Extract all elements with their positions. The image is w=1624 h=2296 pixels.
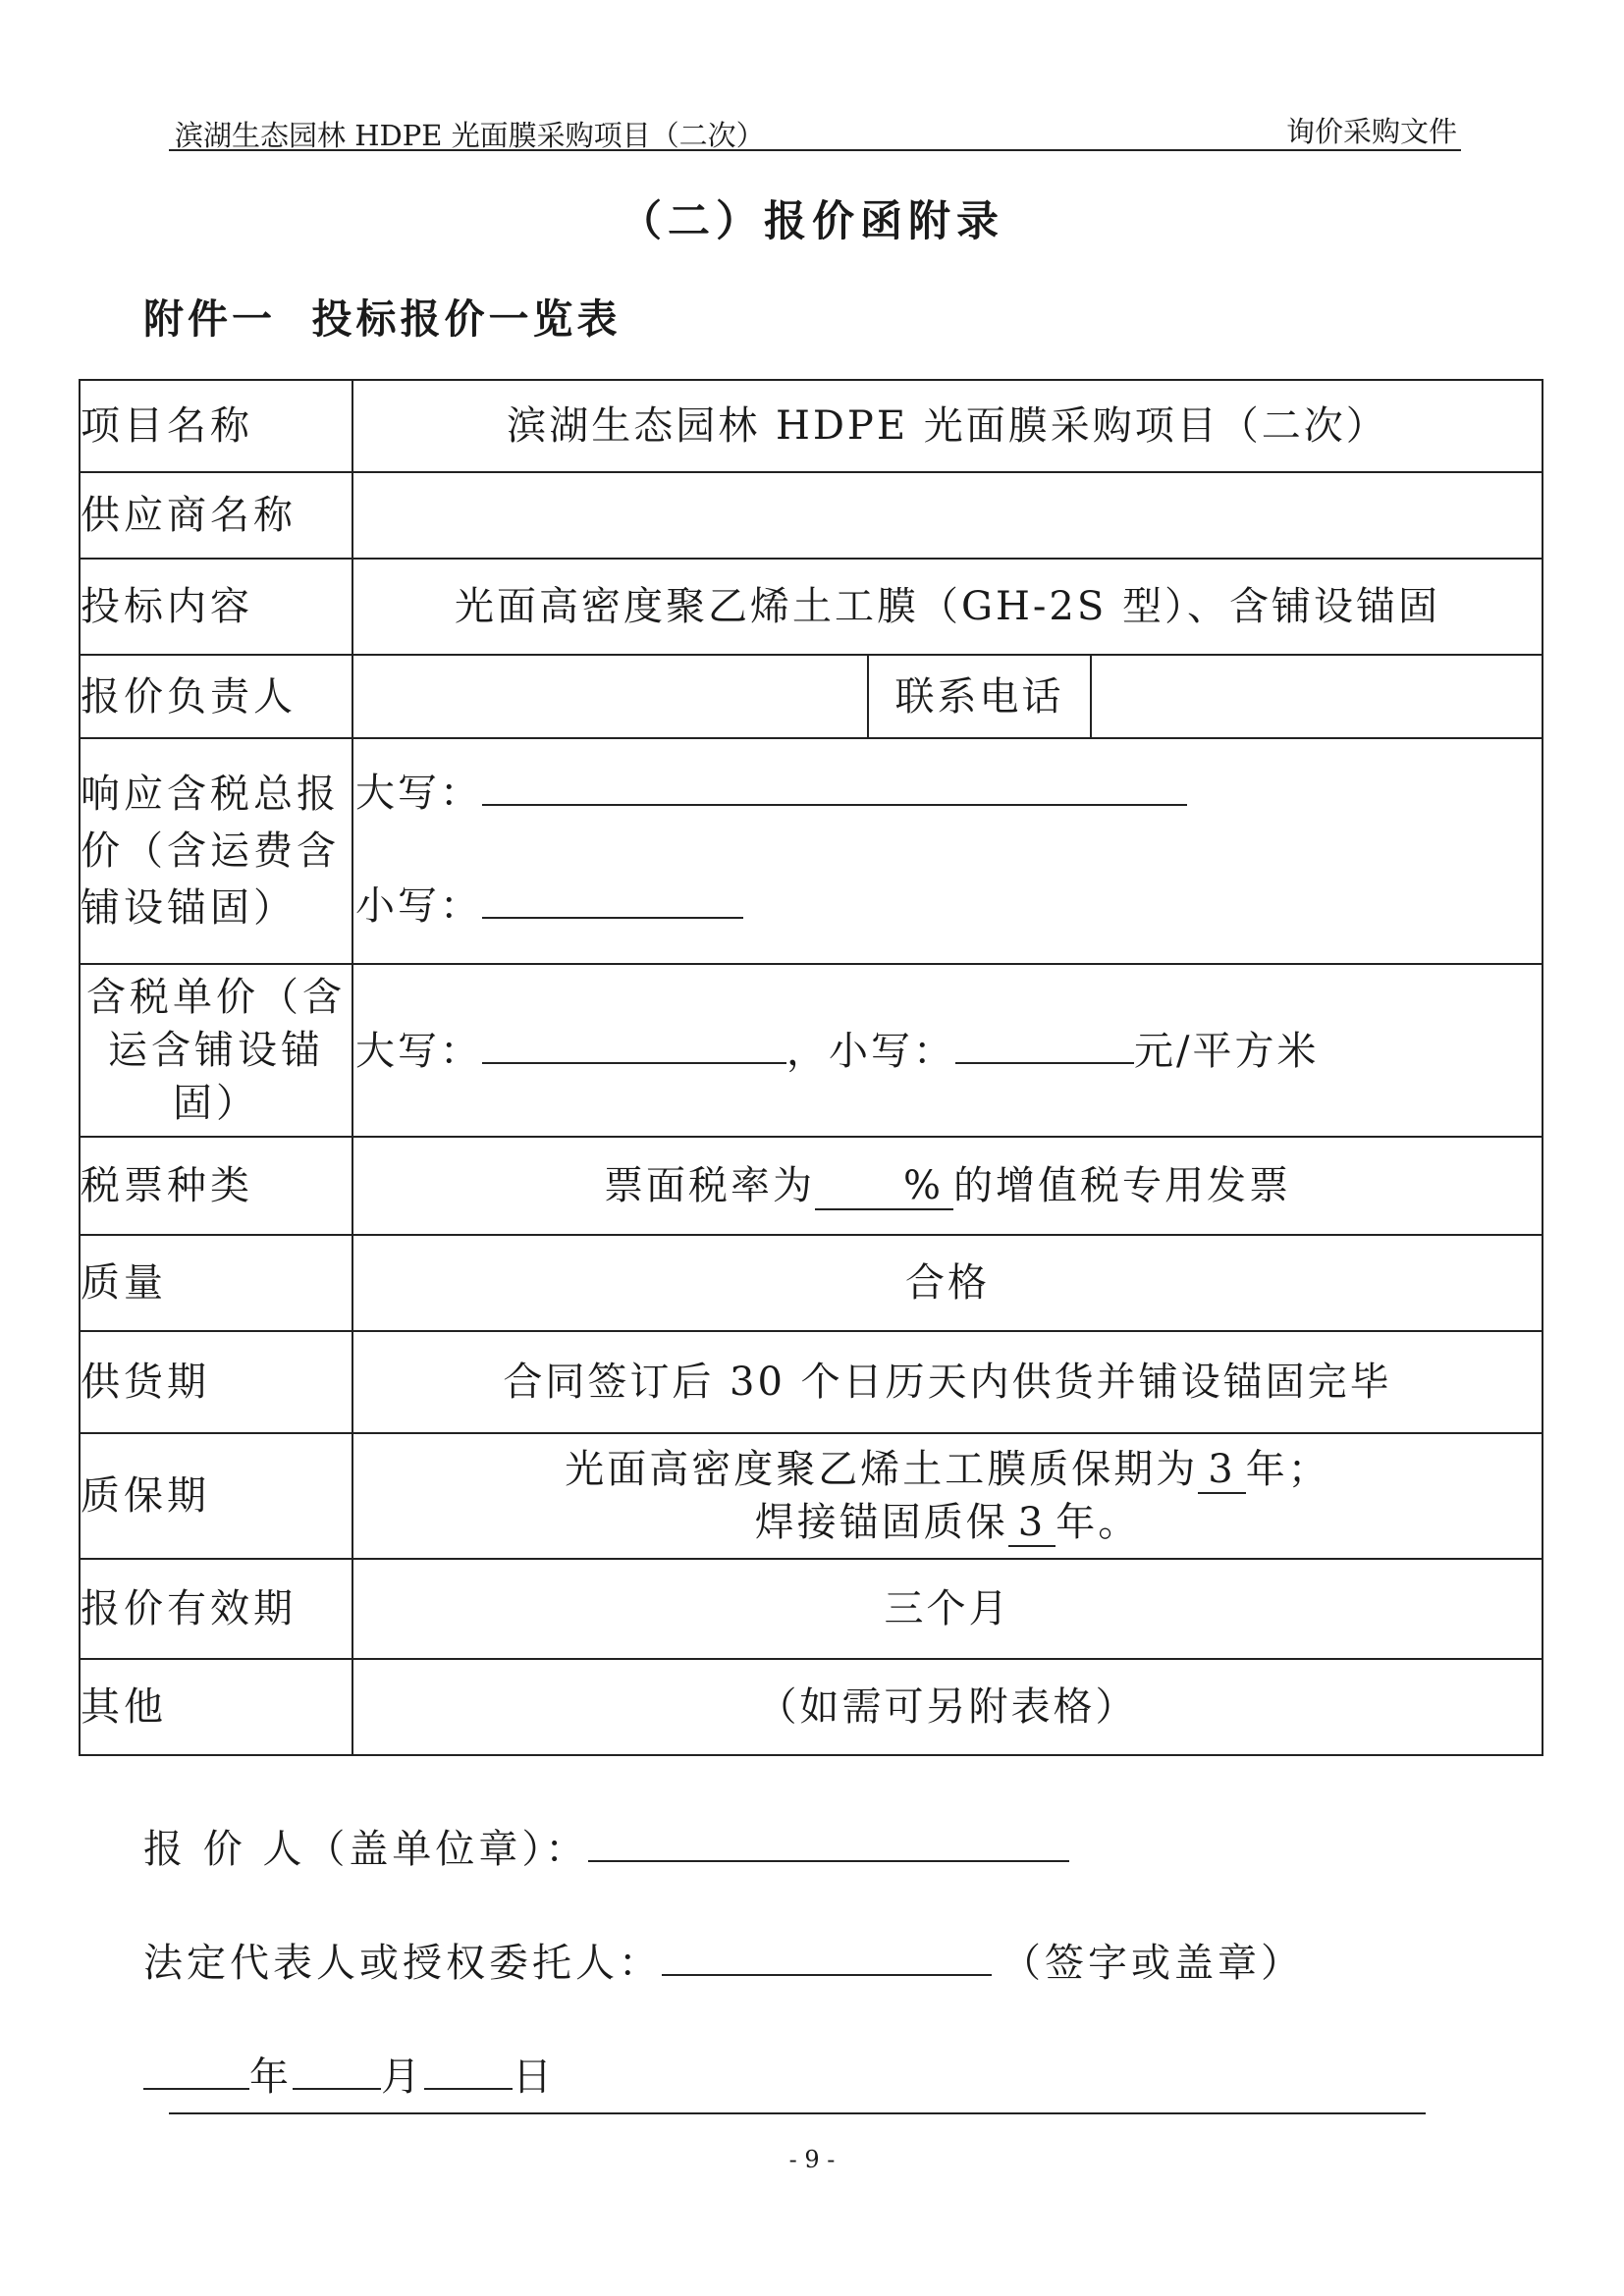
table-row-project-name — [80, 380, 1543, 472]
warranty-line1-years: 3 — [1198, 1447, 1245, 1494]
table-row-validity — [80, 1559, 1543, 1659]
warranty-label: 质保期 — [80, 1433, 352, 1559]
unit-lower-blank[interactable] — [955, 1023, 1134, 1064]
quote-summary-table — [79, 379, 1543, 1756]
representative-label: 法定代表人或授权委托人： — [143, 1941, 662, 1986]
warranty-line1-prefix: 光面高密度聚乙烯土工膜质保期为 — [565, 1447, 1199, 1492]
quote-person-label: 报价负责人 — [80, 655, 352, 738]
representative-suffix: （签字或盖章） — [1001, 1941, 1304, 1986]
bidder-signature-line — [143, 1818, 1069, 1874]
total-price-cell — [352, 738, 1543, 964]
day-label: 日 — [513, 2055, 556, 2100]
invoice-suffix: 的增值税专用发票 — [953, 1163, 1292, 1208]
table-row-quality — [80, 1235, 1543, 1331]
quote-person-field[interactable] — [352, 655, 868, 738]
delivery-label: 供货期 — [80, 1331, 352, 1433]
warranty-line-1 — [353, 1443, 1542, 1496]
representative-blank[interactable] — [662, 1935, 992, 1976]
total-upper-line — [353, 765, 1542, 821]
table-row-invoice — [80, 1137, 1543, 1235]
table-row-delivery — [80, 1331, 1543, 1433]
project-name-label: 项目名称 — [80, 380, 352, 472]
unit-price-line — [353, 1023, 1542, 1079]
day-blank[interactable] — [424, 2049, 513, 2090]
unit-price-cell — [352, 964, 1543, 1137]
table-row-other — [80, 1659, 1543, 1755]
footer-divider — [169, 2112, 1426, 2114]
page-header — [169, 110, 1461, 151]
unit-lower-label: ，小写： — [786, 1028, 955, 1074]
validity-value: 三个月 — [352, 1559, 1543, 1659]
table-row-unit-price — [80, 964, 1543, 1137]
phone-label: 联系电话 — [868, 655, 1091, 738]
other-label: 其他 — [80, 1659, 352, 1755]
invoice-prefix: 票面税率为 — [604, 1163, 815, 1208]
total-lower-blank[interactable] — [482, 878, 743, 919]
warranty-line2-years: 3 — [1008, 1500, 1056, 1547]
phone-field[interactable] — [1091, 655, 1543, 738]
unit-price-label: 含税单价（含运含铺设锚固） — [80, 964, 352, 1137]
validity-label: 报价有效期 — [80, 1559, 352, 1659]
month-label: 月 — [381, 2055, 424, 2100]
section-title: （二）报价函附录 — [620, 197, 1004, 246]
supplier-field[interactable] — [352, 472, 1543, 559]
unit-upper-label: 大写： — [355, 1028, 482, 1074]
month-blank[interactable] — [293, 2049, 381, 2090]
table-row-total-price — [80, 738, 1543, 964]
delivery-value: 合同签订后 30 个日历天内供货并铺设锚固完毕 — [352, 1331, 1543, 1433]
total-lower-label: 小写： — [355, 883, 482, 929]
project-name-value: 滨湖生态园林 HDPE 光面膜采购项目（二次） — [352, 380, 1543, 472]
invoice-value — [352, 1137, 1543, 1235]
total-price-label: 响应含税总报价（含运费含铺设锚固） — [80, 738, 352, 964]
supplier-label: 供应商名称 — [80, 472, 352, 559]
total-upper-blank[interactable] — [482, 765, 1187, 806]
warranty-line2-prefix: 焊接锚固质保 — [754, 1500, 1008, 1545]
date-line — [143, 2046, 556, 2102]
invoice-label: 税票种类 — [80, 1137, 352, 1235]
header-project-title: 滨湖生态园林 HDPE 光面膜采购项目（二次） — [175, 119, 765, 152]
content-value: 光面高密度聚乙烯土工膜（GH-2S 型）、含铺设锚固 — [352, 559, 1543, 655]
invoice-rate-blank[interactable]: % — [815, 1163, 953, 1210]
bidder-blank[interactable] — [588, 1821, 1069, 1862]
header-doc-type: 询价采购文件 — [1285, 115, 1457, 148]
attachment-title: 附件一 投标报价一览表 — [143, 295, 622, 343]
quality-value: 合格 — [352, 1235, 1543, 1331]
warranty-line2-suffix: 年。 — [1056, 1500, 1141, 1545]
content-label: 投标内容 — [80, 559, 352, 655]
table-row-content — [80, 559, 1543, 655]
table-row-supplier — [80, 472, 1543, 559]
total-lower-line — [353, 878, 1542, 934]
unit-suffix: 元/平方米 — [1134, 1028, 1320, 1074]
total-upper-label: 大写： — [355, 771, 482, 816]
other-value: （如需可另附表格） — [352, 1659, 1543, 1755]
quality-label: 质量 — [80, 1235, 352, 1331]
table-row-warranty — [80, 1433, 1543, 1559]
warranty-line1-suffix: 年； — [1245, 1447, 1330, 1492]
warranty-line-2 — [353, 1496, 1542, 1549]
representative-signature-line — [143, 1932, 1304, 1988]
year-blank[interactable] — [143, 2049, 249, 2090]
year-label: 年 — [249, 2055, 293, 2100]
warranty-value — [352, 1433, 1543, 1559]
bidder-label: 报 价 人（盖单位章）： — [143, 1827, 589, 1872]
table-row-quote-person — [80, 655, 1543, 738]
page-number: - 9 - — [788, 2146, 836, 2173]
unit-upper-blank[interactable] — [482, 1023, 786, 1064]
